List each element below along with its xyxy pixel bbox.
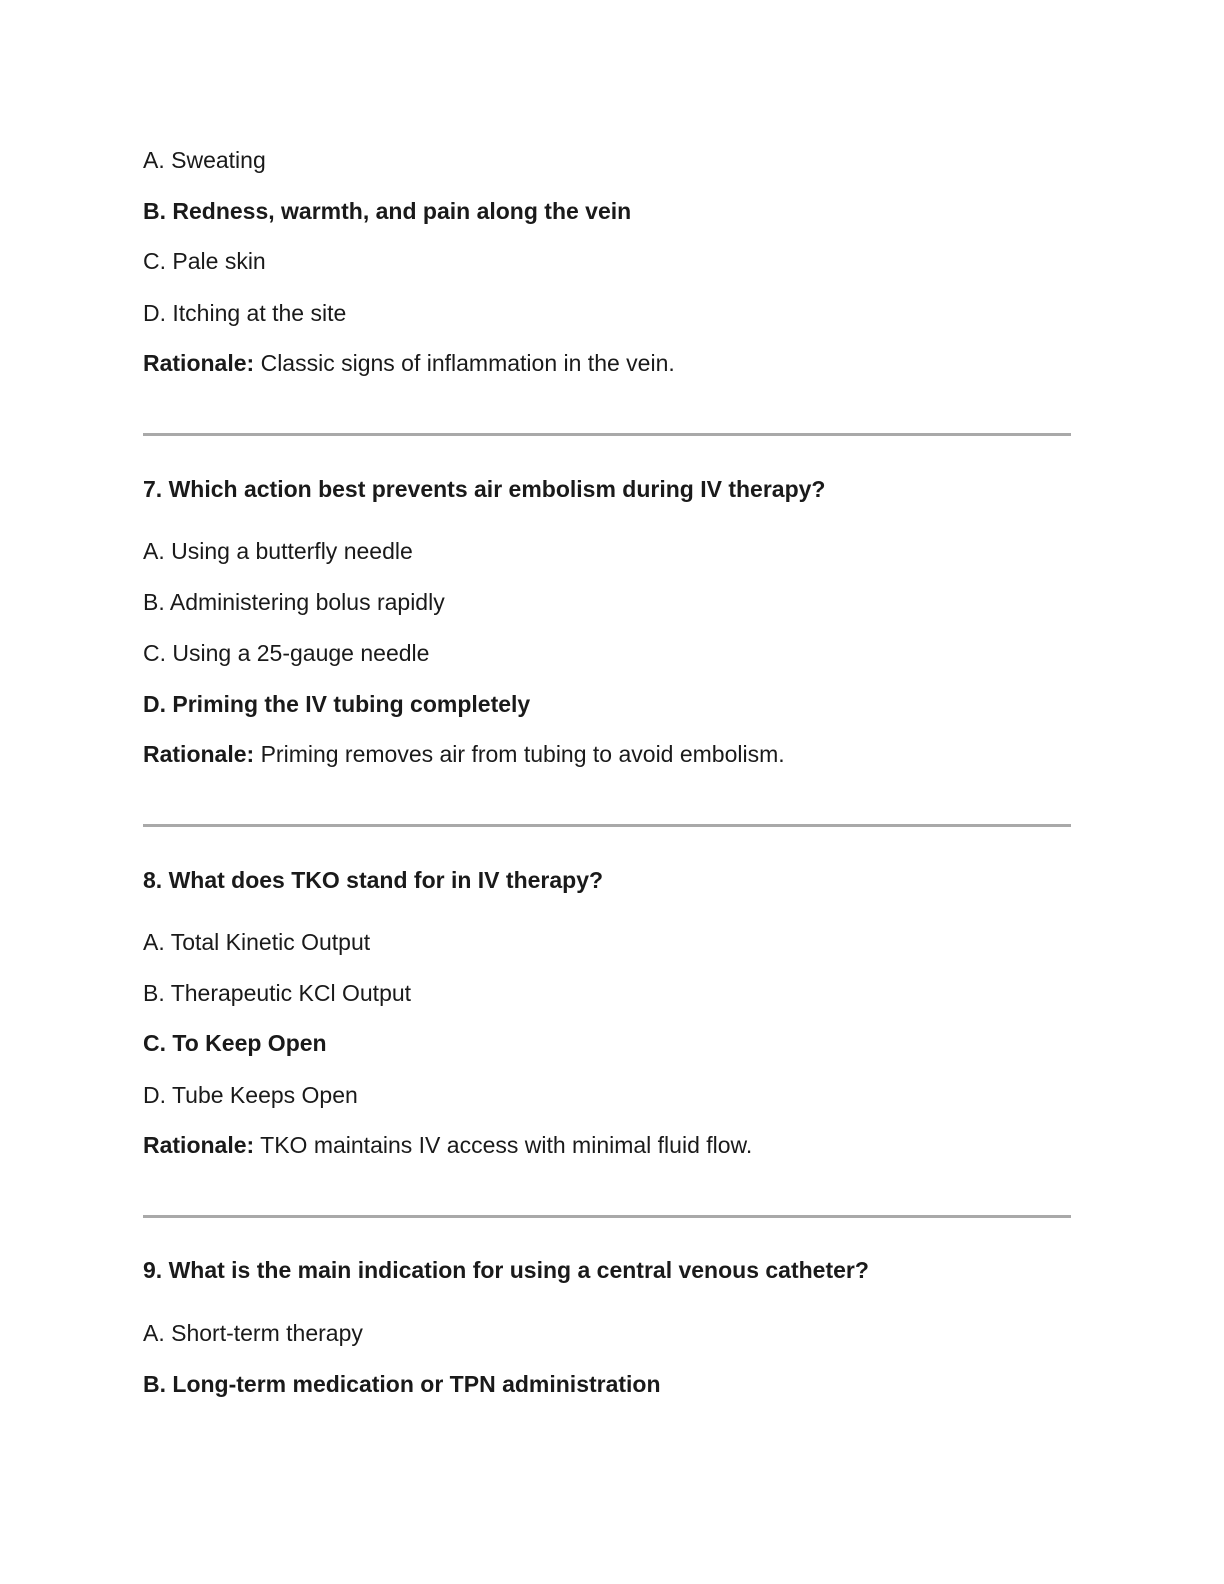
- option-d-correct: D. Priming the IV tubing completely: [143, 691, 531, 717]
- option-b-correct: B. Redness, warmth, and pain along the vein: [143, 198, 632, 224]
- rationale-text: TKO maintains IV access with minimal fluid flow.: [254, 1132, 753, 1158]
- option-d: D. Tube Keeps Open: [143, 1082, 358, 1108]
- option-c-correct: C. To Keep Open: [143, 1030, 327, 1056]
- rationale-text: Priming removes air from tubing to avoid embolism.: [254, 741, 785, 767]
- section-divider: [143, 433, 1071, 436]
- option-c: C. Using a 25-gauge needle: [143, 640, 430, 666]
- option-a: A. Sweating: [143, 147, 266, 173]
- option-a: A. Using a butterfly needle: [143, 538, 413, 564]
- question-7: 7. Which action best prevents air embolism during IV therapy?: [143, 476, 826, 502]
- option-b-correct: B. Long-term medication or TPN administration: [143, 1371, 661, 1397]
- section-divider: [143, 1215, 1071, 1218]
- question-8: 8. What does TKO stand for in IV therapy?: [143, 867, 604, 893]
- rationale-label: Rationale:: [143, 1132, 255, 1158]
- question-9: 9. What is the main indication for using a central venous catheter?: [143, 1257, 869, 1283]
- rationale-label: Rationale:: [143, 741, 255, 767]
- rationale-label: Rationale:: [143, 350, 255, 376]
- rationale: [143, 1130, 752, 1160]
- option-b: B. Administering bolus rapidly: [143, 589, 445, 615]
- option-a: A. Short-term therapy: [143, 1320, 363, 1346]
- rationale: [143, 348, 675, 378]
- option-c: C. Pale skin: [143, 248, 266, 274]
- rationale: [143, 739, 785, 769]
- option-d: D. Itching at the site: [143, 300, 347, 326]
- rationale-text: Classic signs of inflammation in the vein.: [254, 350, 675, 376]
- option-b: B. Therapeutic KCl Output: [143, 980, 412, 1006]
- section-divider: [143, 824, 1071, 827]
- option-a: A. Total Kinetic Output: [143, 929, 371, 955]
